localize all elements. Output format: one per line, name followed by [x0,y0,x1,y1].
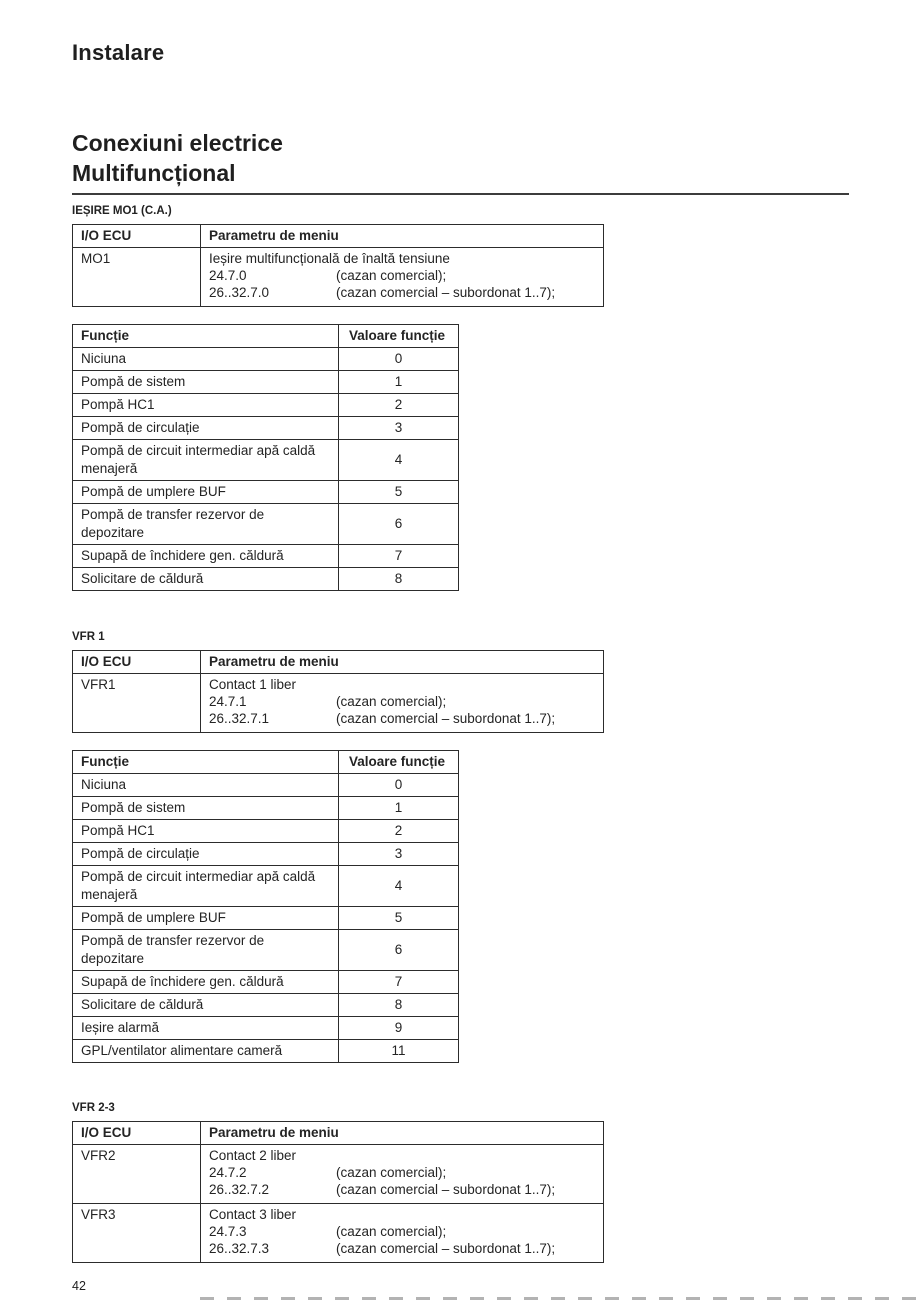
table-row [73,930,459,971]
function-label-cell: Solicitare de căldură [73,994,339,1017]
section-heading-mo1: IEȘIRE MO1 (C.A.) [72,205,172,217]
parameter-note: (cazan comercial – subordonat 1..7); [336,1182,556,1197]
function-value-cell: 4 [339,440,459,481]
function-value-cell: 5 [339,907,459,930]
function-label-cell: Pompă de circulație [73,843,339,866]
table-row [73,866,459,907]
function-value-cell: 6 [339,504,459,545]
table-header-row [73,1122,604,1145]
table-row [73,1017,459,1040]
page-title [72,128,849,188]
parameter-line [209,267,595,284]
table-row [73,371,459,394]
function-label-cell: Pompă de transfer rezervor de depozitare [73,504,339,545]
table-header-row [73,751,459,774]
page-content [0,40,920,1293]
parameter-description: Contact 3 liber [209,1207,297,1222]
parameter-line [209,1223,595,1240]
io-name-cell: VFR2 [73,1145,201,1204]
function-label-cell: Pompă de umplere BUF [73,481,339,504]
function-value-cell: 0 [339,774,459,797]
function-header-cell: Funcție [73,325,339,348]
parameter-line [209,284,595,301]
parameter-cell [201,674,604,733]
table-header-row [73,325,459,348]
table-row [73,394,459,417]
table-row [73,348,459,371]
function-value-header-cell: Valoare funcție [339,751,459,774]
parameter-note: (cazan comercial – subordonat 1..7); [336,285,556,300]
function-value-cell: 1 [339,797,459,820]
vfr23-io-table [72,1121,604,1263]
parameter-code: 24.7.3 [209,1224,247,1239]
table-row [73,248,604,307]
function-label-cell: Pompă de sistem [73,797,339,820]
parameter-code: 24.7.2 [209,1165,247,1180]
table-row [73,545,459,568]
parameter-line [209,1181,595,1198]
parameter-cell [201,1204,604,1263]
vfr1-io-table [72,650,604,733]
table-header-row [73,225,604,248]
function-value-cell: 7 [339,971,459,994]
function-label-cell: Niciuna [73,348,339,371]
table-row [73,417,459,440]
table-row [73,843,459,866]
function-value-cell: 4 [339,866,459,907]
parameter-code: 24.7.0 [209,268,247,283]
parameter-code: 26..32.7.2 [209,1182,270,1197]
parameter-note: (cazan comercial); [336,694,447,709]
function-value-cell: 5 [339,481,459,504]
menu-parameter-header-cell: Parametru de meniu [201,1122,604,1145]
function-value-cell: 7 [339,545,459,568]
function-label-cell: Pompă HC1 [73,394,339,417]
parameter-cell [201,248,604,307]
function-value-cell: 3 [339,417,459,440]
function-label-cell: Pompă de circuit intermediar apă caldă menajeră [73,866,339,907]
page-number: 42 [72,1279,86,1293]
parameter-description: Contact 2 liber [209,1148,297,1163]
function-label-cell: Pompă de sistem [73,371,339,394]
function-label-cell: Pompă de circuit intermediar apă caldă menajeră [73,440,339,481]
parameter-code: 26..32.7.1 [209,711,270,726]
title-divider [72,193,849,195]
parameter-line [209,693,595,710]
table-row [73,820,459,843]
page-title-line1: Conexiuni electrice [72,130,283,156]
function-label-cell: Pompă HC1 [73,820,339,843]
mo1-io-table [72,224,604,307]
table-row [73,674,604,733]
io-name-cell: MO1 [73,248,201,307]
table-row [73,797,459,820]
io-name-cell: VFR3 [73,1204,201,1263]
function-value-header-cell: Valoare funcție [339,325,459,348]
function-value-cell: 8 [339,994,459,1017]
parameter-description: Ieșire multifuncțională de înaltă tensiune [209,251,450,266]
menu-parameter-header-cell: Parametru de meniu [201,225,604,248]
io-ecu-header-cell: I/O ECU [73,225,201,248]
function-label-cell: Solicitare de căldură [73,568,339,591]
function-value-cell: 1 [339,371,459,394]
parameter-note: (cazan comercial – subordonat 1..7); [336,711,556,726]
function-value-cell: 0 [339,348,459,371]
table-header-row [73,651,604,674]
parameter-cell [201,1145,604,1204]
function-value-cell: 6 [339,930,459,971]
table-row [73,994,459,1017]
parameter-code: 26..32.7.0 [209,285,270,300]
table-row [73,440,459,481]
parameter-code: 24.7.1 [209,694,247,709]
table-row [73,481,459,504]
mo1-function-table [72,324,459,591]
function-value-cell: 2 [339,394,459,417]
function-value-cell: 3 [339,843,459,866]
page-edge-scan-artifact [200,1297,920,1300]
menu-parameter-header-cell: Parametru de meniu [201,651,604,674]
parameter-description: Contact 1 liber [209,677,297,692]
parameter-note: (cazan comercial); [336,1165,447,1180]
table-row [73,1040,459,1063]
parameter-note: (cazan comercial – subordonat 1..7); [336,1241,556,1256]
section-heading-vfr1: VFR 1 [72,631,105,643]
function-label-cell: Pompă de circulație [73,417,339,440]
table-row [73,504,459,545]
vfr1-function-table [72,750,459,1063]
parameter-code: 26..32.7.3 [209,1241,270,1256]
function-label-cell: Supapă de închidere gen. căldură [73,545,339,568]
function-header-cell: Funcție [73,751,339,774]
io-ecu-header-cell: I/O ECU [73,651,201,674]
parameter-line [209,710,595,727]
table-row [73,1204,604,1263]
parameter-line [209,1164,595,1181]
table-row [73,568,459,591]
function-label-cell: Ieșire alarmă [73,1017,339,1040]
function-label-cell: Pompă de umplere BUF [73,907,339,930]
table-row [73,1145,604,1204]
page-title-line2: Multifuncțional [72,160,236,186]
io-ecu-header-cell: I/O ECU [73,1122,201,1145]
chapter-heading: Instalare [72,40,165,65]
table-row [73,971,459,994]
table-row [73,774,459,797]
function-value-cell: 9 [339,1017,459,1040]
table-row [73,907,459,930]
parameter-line [209,1240,595,1257]
function-label-cell: Niciuna [73,774,339,797]
io-name-cell: VFR1 [73,674,201,733]
function-label-cell: Supapă de închidere gen. căldură [73,971,339,994]
section-heading-vfr23: VFR 2-3 [72,1102,115,1114]
parameter-note: (cazan comercial); [336,268,447,283]
function-value-cell: 8 [339,568,459,591]
function-label-cell: GPL/ventilator alimentare cameră [73,1040,339,1063]
function-value-cell: 11 [339,1040,459,1063]
function-label-cell: Pompă de transfer rezervor de depozitare [73,930,339,971]
function-value-cell: 2 [339,820,459,843]
parameter-note: (cazan comercial); [336,1224,447,1239]
